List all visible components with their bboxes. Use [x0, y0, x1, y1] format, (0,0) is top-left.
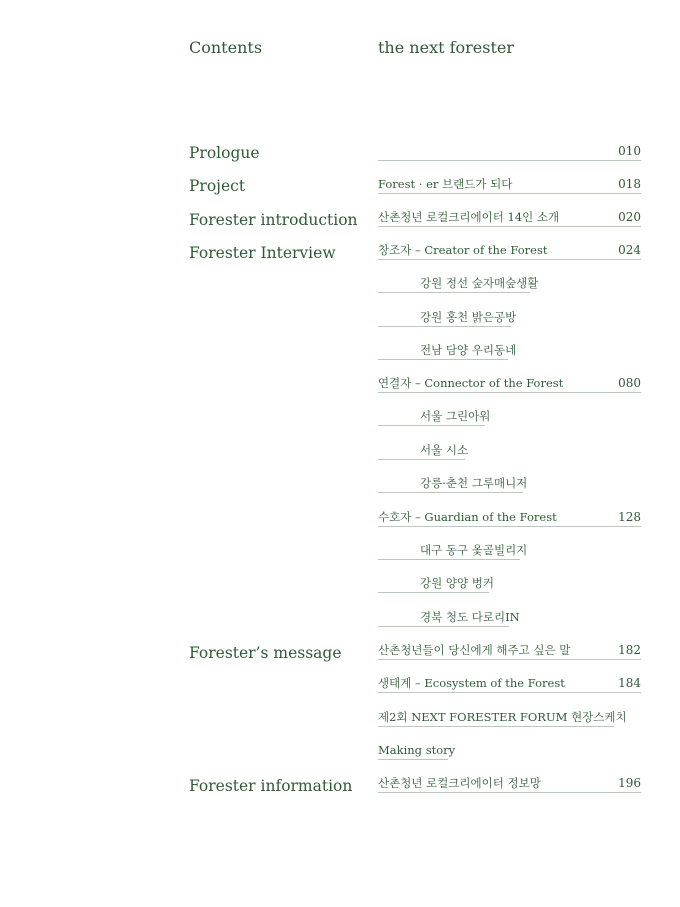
- entry-rule: [378, 692, 641, 693]
- entry-title: 강릉·춘천 그루매니저: [420, 476, 528, 490]
- entry-rule: [378, 193, 641, 194]
- toc-entry[interactable]: [378, 742, 456, 760]
- entry-title: 강원 홍천 밝은공방: [420, 310, 517, 324]
- entry-rule: [378, 392, 641, 393]
- entry-rule: [378, 259, 641, 260]
- section-forester-introduction: Forester introduction: [189, 211, 358, 229]
- entry-title: 강원 정선 숲자매숲생활: [420, 276, 539, 290]
- contents-heading: Contents: [189, 38, 263, 57]
- page-number: 128: [618, 510, 641, 524]
- toc-subentry[interactable]: [378, 275, 539, 293]
- toc-subentry[interactable]: [378, 442, 469, 460]
- page-number: 020: [618, 210, 641, 224]
- page-number: 080: [618, 376, 641, 390]
- entry-rule: [378, 160, 641, 161]
- entry-rule: [378, 559, 520, 560]
- toc-subentry[interactable]: [378, 342, 517, 360]
- entry-title: 대구 동구 옻골빌리지: [420, 543, 528, 557]
- entry-rule: [378, 326, 511, 327]
- entry-title: 제2회 NEXT FORESTER FORUM 현장스케치: [378, 710, 627, 724]
- page-number: 024: [618, 243, 641, 257]
- toc-entry[interactable]: [378, 675, 641, 693]
- book-title: the next forester: [378, 38, 515, 57]
- entry-title: 산촌청년 로컬크리에이터 14인 소개: [378, 210, 560, 224]
- entry-rule: [378, 459, 465, 460]
- toc-subentry[interactable]: [378, 609, 520, 627]
- page-number: 010: [618, 144, 641, 158]
- entry-rule: [378, 726, 614, 727]
- entry-rule: [378, 792, 641, 793]
- toc-entry[interactable]: [378, 209, 641, 227]
- entry-rule: [378, 492, 523, 493]
- entry-rule: [378, 759, 448, 760]
- entry-rule: [378, 592, 489, 593]
- toc-entry-prologue[interactable]: [378, 143, 641, 161]
- section-foresters-message: Forester’s message: [189, 644, 342, 662]
- toc-entry[interactable]: [378, 509, 641, 527]
- toc-subentry[interactable]: [378, 575, 494, 593]
- toc-entry[interactable]: [378, 375, 641, 393]
- toc-subentry[interactable]: [378, 309, 517, 327]
- section-forester-information: Forester information: [189, 777, 353, 795]
- page-number: 182: [618, 643, 641, 657]
- entry-rule: [378, 425, 485, 426]
- toc-entry[interactable]: [378, 242, 641, 260]
- entry-rule: [378, 359, 508, 360]
- entry-title: 창조자 – Creator of the Forest: [378, 243, 548, 257]
- entry-title: Making story: [378, 743, 456, 757]
- page-number: 184: [618, 676, 641, 690]
- section-project: Project: [189, 177, 246, 195]
- section-prologue: Prologue: [189, 144, 260, 162]
- entry-title: 연결자 – Connector of the Forest: [378, 376, 564, 390]
- toc-entry[interactable]: [378, 709, 627, 727]
- entry-title: Forest · er 브랜드가 되다: [378, 177, 513, 191]
- toc-entry[interactable]: [378, 642, 641, 660]
- toc-subentry[interactable]: [378, 408, 491, 426]
- entry-title: 전남 담양 우리동네: [420, 343, 517, 357]
- entry-rule: [378, 292, 530, 293]
- entry-rule: [378, 526, 641, 527]
- entry-title: 산촌청년 로컬크리에이터 정보망: [378, 776, 541, 790]
- entry-rule: [378, 626, 509, 627]
- toc-subentry[interactable]: [378, 475, 528, 493]
- entry-rule: [378, 659, 641, 660]
- entry-rule: [378, 226, 641, 227]
- toc-subentry[interactable]: [378, 542, 528, 560]
- toc-entry[interactable]: [378, 176, 641, 194]
- entry-title: 산촌청년들이 당신에게 해주고 싶은 말: [378, 643, 571, 657]
- entry-title: 서울 그린아워: [420, 409, 491, 423]
- entry-title: 서울 시소: [420, 443, 469, 457]
- entry-title: 생태계 – Ecosystem of the Forest: [378, 676, 565, 690]
- entry-title: 경북 청도 다로리IN: [420, 610, 520, 624]
- entry-title: 수호자 – Guardian of the Forest: [378, 510, 557, 524]
- page-number: 196: [618, 776, 641, 790]
- entry-title: 강원 양양 벙커: [420, 576, 494, 590]
- toc-entry[interactable]: [378, 775, 641, 793]
- section-forester-interview: Forester Interview: [189, 244, 336, 262]
- page-number: 018: [618, 177, 641, 191]
